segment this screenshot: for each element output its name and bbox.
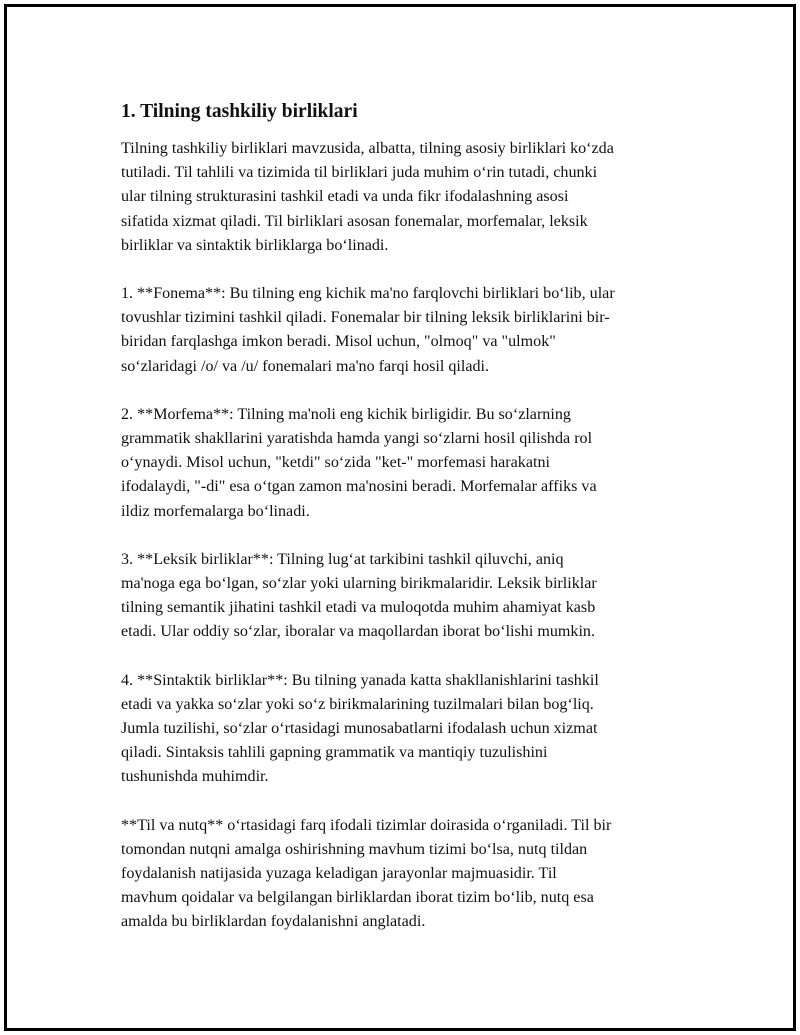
text-line: tutiladi. Til tahlili va tizimida til birliklari juda muhim o‘rin tutadi, chunki (121, 164, 598, 182)
paragraph-intro (121, 137, 696, 258)
text-line: Tilning tashkiliy birliklari mavzusida, albatta, tilning asosiy birliklari ko‘zda (121, 140, 614, 157)
text-line: etadi. Ular oddiy so‘zlar, iboralar va maqollardan iborat bo‘lishi mumkin. (121, 623, 595, 641)
paragraph-morfema (121, 403, 696, 524)
text-line: ifodalaydi, "-di" esa o‘tgan zamon ma'nosini beradi. Morfemalar affiks va (121, 478, 597, 496)
text-line: Jumla tuzilishi, so‘zlar o‘rtasidagi munosabatlarni ifodalash uchun xizmat (121, 720, 598, 738)
text-line: mavhum qoidalar va belgilangan birliklardan iborat tizim bo‘lib, nutq esa (121, 889, 594, 907)
text-line: biridan farqlashga imkon beradi. Misol uchun, "olmoq" va "ulmok" (121, 333, 556, 351)
text-line: so‘zlaridagi /o/ va /u/ fonemalari ma'no farqi hosil qiladi. (121, 357, 490, 375)
text-line: grammatik shakllarini yaratishda hamda yangi so‘zlarni hosil qilishda rol (121, 430, 593, 448)
text-line: 4. **Sintaktik birliklar**: Bu tilning yanada katta shakllanishlarini tashkil (121, 671, 599, 689)
text-line: qiladi. Sintaksis tahlili gapning grammatik va mantiqiy tuzulishini (121, 744, 548, 762)
page-title: 1. Tilning tashkiliy birliklari (121, 101, 358, 122)
text-line: sifatida xizmat qiladi. Til birliklari asosan fonemalar, morfemalar, leksik (121, 212, 588, 230)
text-line: birliklar va sintaktik birliklarga bo‘linadi. (121, 236, 389, 254)
document-body (121, 99, 696, 959)
text-line: tushunishda muhimdir. (121, 768, 269, 786)
text-line: ular tilning strukturasini tashkil etadi va unda fikr ifodalashning asosi (121, 188, 569, 206)
text-line: 1. **Fonema**: Bu tilning eng kichik ma'no farqlovchi birliklari bo‘lib, ular (121, 285, 615, 303)
text-line: o‘ynaydi. Misol uchun, "ketdi" so‘zida "ket-" morfemasi harakatni (121, 454, 550, 472)
text-line: etadi va yakka so‘zlar yoki so‘z birikmalarining tuzilmalari bilan bog‘liq. (121, 695, 594, 713)
text-line: **Til va nutq** o‘rtasidagi farq ifodali tizimlar doirasida o‘rganiladi. Til bir (121, 816, 612, 834)
text-line: ma'noga ega bo‘lgan, so‘zlar yoki ularning birikmalaridir. Leksik birliklar (121, 575, 597, 593)
text-line: 2. **Morfema**: Tilning ma'noli eng kichik birligidir. Bu so‘zlarning (121, 405, 571, 423)
paragraph-sintaktik-birliklar (121, 669, 696, 790)
text-line: ildiz morfemalarga bo‘linadi. (121, 502, 310, 520)
paragraph-fonema (121, 282, 696, 379)
text-line: foydalanish natijasida yuzaga keladigan jarayonlar majmuasidir. Til (121, 865, 557, 883)
text-line: tilning semantik jihatini tashkil etadi va muloqotda muhim ahamiyat kasb (121, 599, 596, 617)
paragraph-leksik-birliklar (121, 548, 696, 645)
page-frame (4, 4, 796, 1031)
text-line: amalda bu birliklardan foydalanishni anglatadi. (121, 913, 426, 931)
text-line: tomondan nutqni amalga oshirishning mavhum tizimi bo‘lsa, nutq tildan (121, 840, 588, 858)
text-line: 3. **Leksik birliklar**: Tilning lug‘at tarkibini tashkil qiluvchi, aniq (121, 550, 564, 568)
paragraph-til-va-nutq (121, 814, 696, 935)
text-line: tovushlar tizimini tashkil qiladi. Fonemalar bir tilning leksik birliklarini bir- (121, 309, 610, 327)
